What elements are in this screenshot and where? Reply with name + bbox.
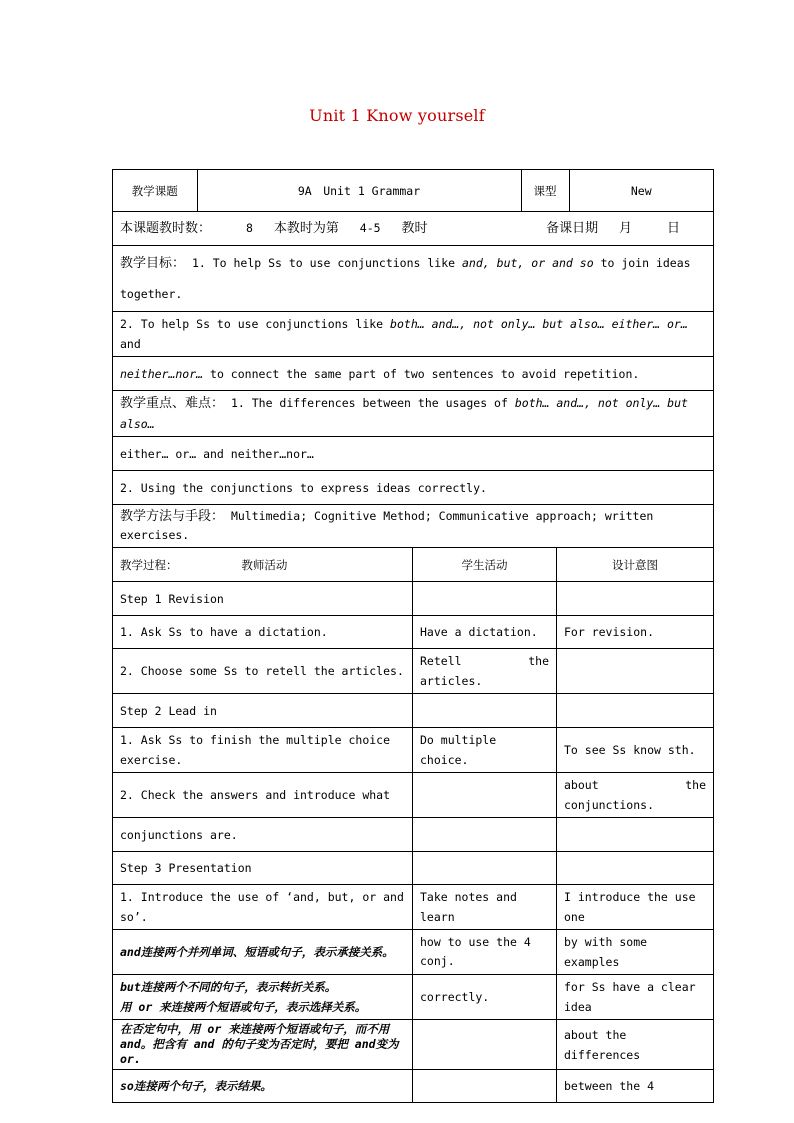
design-intent: For revision. — [557, 616, 714, 649]
objective-3-conj: neither…nor… — [120, 366, 204, 381]
step-2-heading: Step 2 Lead in — [113, 694, 413, 728]
table-row — [113, 1070, 714, 1103]
teacher-activity: 1. Introduce the use of ‘and, but, or and so’. — [113, 885, 413, 930]
objective-1-conj-or: or — [531, 256, 546, 270]
lesson-plan-table — [112, 169, 714, 1103]
teacher-activity: conjunctions are. — [113, 818, 413, 852]
table-row — [113, 818, 714, 852]
total-hours-label: 本课题教时数： — [120, 221, 212, 236]
objectives-row-1 — [113, 246, 714, 312]
table-row — [113, 616, 714, 649]
methods-value: Multimedia; Cognitive Method; Communicative approach; written exercises. — [120, 509, 654, 542]
table-row — [113, 852, 714, 885]
document-title: Unit 1 Know yourself — [309, 106, 485, 125]
objectives-label: 教学目标： — [120, 256, 186, 271]
teacher-activity-line: 用 or 来连接两个短语或句子，表示选择关系。 — [120, 1000, 367, 1014]
student-activity-header: 学生活动 — [413, 548, 557, 582]
key-point-3: 2. Using the conjunctions to express ideas correctly. — [113, 471, 714, 505]
teacher-activity: 2. Check the answers and introduce what — [113, 773, 413, 818]
current-hours-value: 4-5 — [359, 221, 381, 235]
objective-1-prefix: 1. To help Ss to use conjunctions like — [191, 256, 456, 270]
hours-row — [113, 212, 714, 246]
design-intent-header: 设计意图 — [557, 548, 714, 582]
objective-3-suffix: to connect the same part of two sentences to avoid repetition. — [210, 366, 640, 381]
student-activity: Have a dictation. — [413, 616, 557, 649]
total-hours-value: 8 — [245, 221, 253, 235]
design-intent: To see Ss know sth. — [557, 728, 714, 773]
table-row — [113, 582, 714, 616]
objective-1-suffix: to join ideas together. — [120, 256, 691, 301]
table-row — [113, 728, 714, 773]
key-points-row-2 — [113, 437, 714, 471]
design-intent: about the differences — [557, 1020, 714, 1070]
student-activity: Do multiple choice. — [413, 728, 557, 773]
teacher-activity — [113, 975, 413, 1020]
month-label: 月 — [619, 221, 633, 236]
teacher-activity: and连接两个并列单词、短语或句子，表示承接关系。 — [113, 930, 413, 975]
process-label: 教学过程： — [120, 557, 178, 572]
teacher-activity: so连接两个句子，表示结果。 — [113, 1070, 413, 1103]
table-row — [113, 930, 714, 975]
key-point-1-prefix: 1. The differences between the usages of — [230, 396, 508, 410]
design-intent: between the 4 — [557, 1070, 714, 1103]
objective-1-conj-but: but, — [496, 256, 525, 270]
student-activity-part: Retell — [420, 654, 462, 668]
topic-value: 9A Unit 1 Grammar — [197, 170, 521, 211]
table-row — [113, 885, 714, 930]
teacher-activity: 在否定句中，用 or 来连接两个短语或句子，而不用 and。把含有 and 的句子变为否定时，要把 and变为 or. — [113, 1020, 413, 1070]
objectives-row-2 — [113, 312, 714, 357]
design-intent: I introduce the use one — [557, 885, 714, 930]
key-points-row-3 — [113, 471, 714, 505]
student-activity: correctly. — [413, 975, 557, 1020]
key-points-row-1 — [113, 391, 714, 437]
methods-label: 教学方法与手段： — [120, 509, 225, 524]
process-header-row — [113, 548, 714, 582]
objective-2-prefix: 2. To help Ss to use conjunctions like — [120, 317, 384, 331]
design-intent-part: conjunctions. — [564, 798, 655, 812]
topic-label: 教学课题 — [113, 170, 197, 211]
design-intent: by with some examples — [557, 930, 714, 975]
table-row — [113, 1020, 714, 1070]
current-hours-suffix: 教时 — [401, 221, 428, 236]
type-label: 课型 — [521, 170, 569, 211]
design-intent — [557, 773, 714, 818]
objectives-row-3 — [113, 357, 714, 391]
design-intent-part: the — [685, 778, 706, 792]
teacher-activity-header: 教师活动 — [241, 557, 288, 572]
table-row — [113, 694, 714, 728]
objective-1-conj-and: and, — [462, 256, 490, 270]
objective-1-conj-andso: and so — [552, 256, 594, 270]
key-point-1-conj: both… and…, not only… but also… — [120, 396, 688, 431]
topic-row — [113, 170, 714, 212]
objective-2-conj: both… and…, not only… but also… either… or… — [390, 317, 688, 331]
current-hours-label: 本教时为第 — [273, 221, 339, 236]
methods-row — [113, 505, 714, 548]
teacher-activity-line: but连接两个不同的句子，表示转折关系。 — [120, 980, 337, 994]
objective-2-suffix: and — [120, 337, 141, 351]
day-label: 日 — [666, 221, 680, 236]
teacher-activity: 2. Choose some Ss to retell the articles. — [113, 649, 413, 694]
design-intent: for Ss have a clear idea — [557, 975, 714, 1020]
teacher-activity: 1. Ask Ss to finish the multiple choice exercise. — [113, 728, 413, 773]
student-activity: how to use the 4 conj. — [413, 930, 557, 975]
step-1-heading: Step 1 Revision — [113, 582, 413, 616]
student-activity-part: articles. — [420, 674, 483, 688]
type-value: New — [630, 183, 652, 198]
table-row — [113, 975, 714, 1020]
student-activity-part: the — [528, 654, 549, 668]
teacher-activity: 1. Ask Ss to have a dictation. — [113, 616, 413, 649]
student-activity: Take notes and learn — [413, 885, 557, 930]
step-3-heading: Step 3 Presentation — [113, 852, 413, 885]
design-intent-part: about — [564, 778, 599, 792]
prep-date-label: 备课日期 — [546, 221, 599, 236]
table-row — [113, 773, 714, 818]
key-point-2: either… or… and neither…nor… — [113, 437, 714, 471]
student-activity — [413, 649, 557, 694]
key-points-label: 教学重点、难点： — [120, 396, 225, 411]
table-row — [113, 649, 714, 694]
